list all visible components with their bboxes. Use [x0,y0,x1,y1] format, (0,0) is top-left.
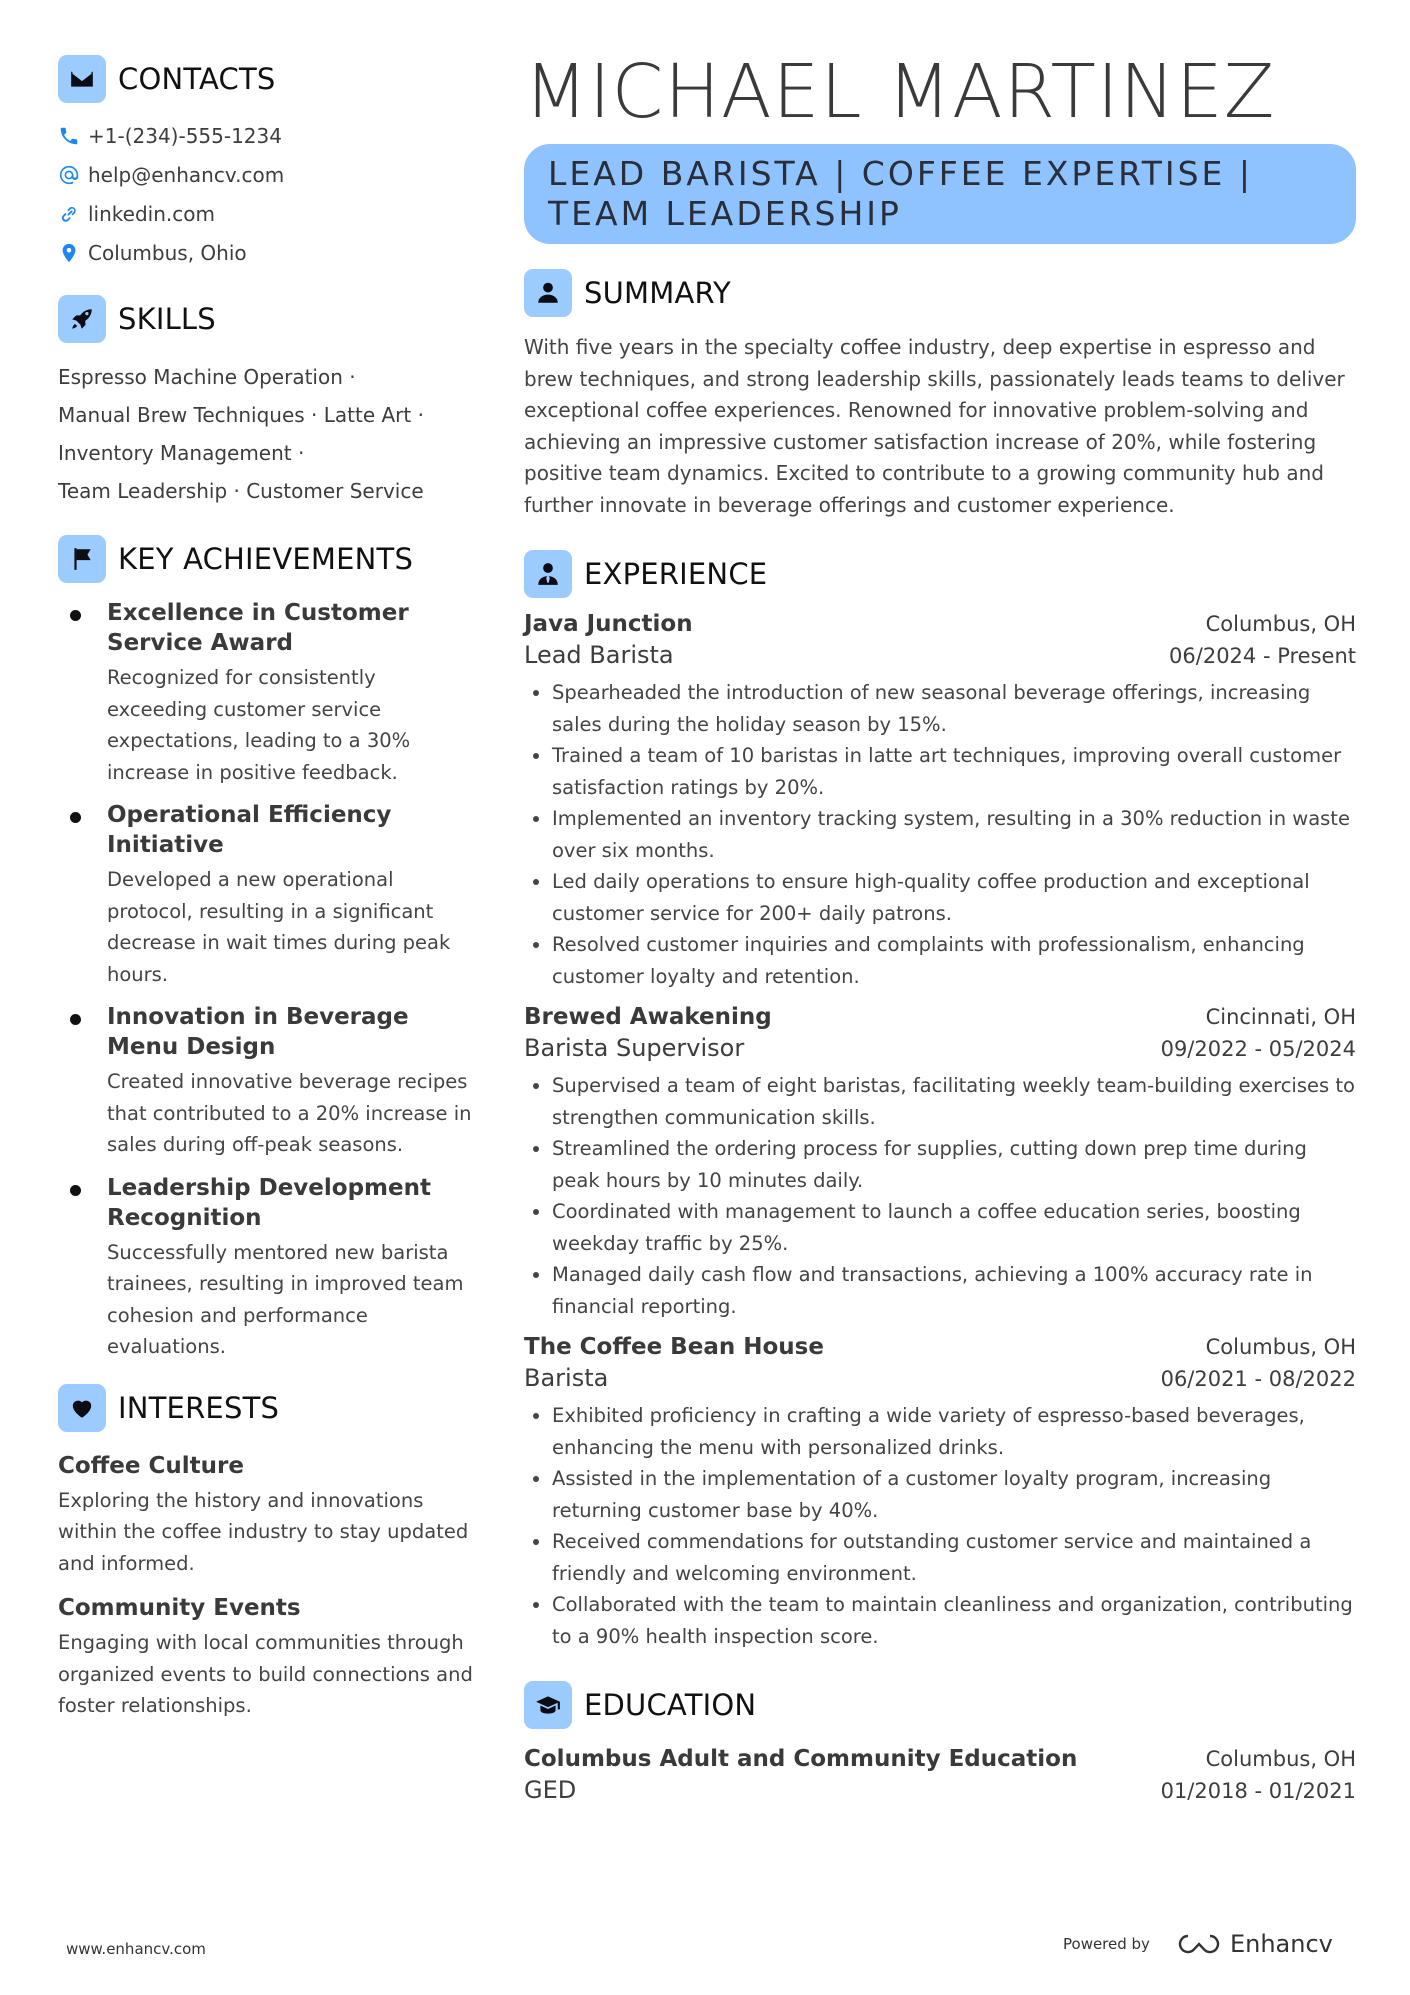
job-bullet: Coordinated with management to launch a coffee education series, boosting weekday traffic by 25%. [524,1196,1356,1259]
job-bullet: Assisted in the implementation of a customer loyalty program, increasing returning customer base by 40%. [524,1463,1356,1526]
link-icon [58,203,80,225]
phone-icon [58,125,80,147]
businessman-icon [524,550,572,598]
skills-line: Team Leadership · Customer Service [58,479,424,503]
graduation-cap-icon [524,1681,572,1729]
job-bullet: Resolved customer inquiries and complaints with professionalism, enhancing customer loyalty and retention. [524,929,1356,992]
contacts-header [58,54,478,104]
achievement-title: Innovation in Beverage Menu Design [107,1004,409,1060]
job-bullet: Supervised a team of eight baristas, facilitating weekly team-building exercises to strengthen communication skills. [524,1070,1356,1133]
interest-desc: Engaging with local communities through organized events to build connections and foster relationships. [58,1631,473,1717]
job-bullet: Managed daily cash flow and transactions, achieving a 100% accuracy rate in financial reporting. [524,1259,1356,1322]
achievement-desc: Developed a new operational protocol, resulting in a significant decrease in wait times during peak hours. [107,868,451,986]
job-location: Columbus, OH [1205,1335,1356,1359]
job-dates: 09/2022 - 05/2024 [1160,1037,1356,1061]
education-location: Columbus, OH [1205,1747,1356,1771]
job-bullet: Collaborated with the team to maintain cleanliness and organization, contributing to a 90% health inspection score. [524,1589,1356,1652]
powered-by-text: Powered by [1063,1935,1150,1953]
education-dates: 01/2018 - 01/2021 [1160,1779,1356,1803]
job-bullet: Spearheaded the introduction of new seasonal beverage offerings, increasing sales during the holiday season by 15%. [524,677,1356,740]
job-location: Columbus, OH [1205,612,1356,636]
achievement-item [58,1002,478,1161]
job-role: Barista [524,1364,609,1392]
bullet-dot [70,610,81,621]
heart-icon [58,1384,106,1432]
experience-title: EXPERIENCE [584,557,768,591]
interest-desc: Exploring the history and innovations within the coffee industry to stay updated and informed. [58,1488,469,1575]
contact-linkedin[interactable] [58,194,478,233]
achievement-title: Excellence in Customer Service Award [107,600,409,656]
job-dates: 06/2024 - Present [1169,644,1356,668]
person-icon [524,269,572,317]
candidate-name: MICHAEL MARTINEZ [524,49,1276,135]
footer-branding [1063,1930,1333,1958]
email-text: help@enhancv.com [88,162,285,187]
location-text: Columbus, Ohio [88,240,247,265]
skills-title: SKILLS [118,302,216,336]
job-bullet: Received commendations for outstanding customer service and maintained a friendly and welcoming environment. [524,1526,1356,1589]
achievement-desc: Recognized for consistently exceeding customer service expectations, leading to a 30% increase in positive feedback. [107,666,411,784]
bullet-dot [70,1014,81,1025]
contacts-list [58,116,478,272]
skills-header [58,294,478,344]
job-bullet: Streamlined the ordering process for supplies, cutting down prep time during peak hours by 10 minutes daily. [524,1133,1356,1196]
job-role: Lead Barista [524,641,674,669]
achievements-header [58,534,478,584]
skills-line: Manual Brew Techniques · Latte Art · [58,403,424,427]
skills-line: Espresso Machine Operation · [58,365,356,389]
achievement-desc: Successfully mentored new barista trainees, resulting in improved team cohesion and performance evaluations. [107,1240,464,1358]
achievement-item [58,800,478,990]
achievements-list [58,598,478,1363]
achievement-item [58,1173,478,1363]
envelope-icon [58,55,106,103]
bullet-dot [70,1185,81,1196]
job-dates: 06/2021 - 08/2022 [1160,1367,1356,1391]
left-column [58,54,478,1736]
job-bullet: Implemented an inventory tracking system, resulting in a 30% reduction in waste over six months. [524,803,1356,866]
job-company: Java Junction [524,611,693,637]
achievement-desc: Created innovative beverage recipes that contributed to a 20% increase in sales during off-peak seasons. [107,1070,472,1156]
contact-phone[interactable] [58,116,478,155]
job-company: Brewed Awakening [524,1004,772,1030]
summary-text: With five years in the specialty coffee industry, deep expertise in espresso and brew techniques, and strong leadership skills, passionately leads teams to deliver exceptional coffee experiences. Renowned for innovative problem-solving and achieving an impressive customer satisfaction increase of 20%, while fostering positive team dynamics. Excited to contribute to a growing community hub and further innovate in beverage offerings and customer experience. [524,335,1345,517]
education-entry [524,1746,1356,1804]
interests-title: INTERESTS [118,1390,280,1425]
job-location: Cincinnati, OH [1205,1005,1356,1029]
skills-list [58,358,478,510]
job-bullets [524,1070,1356,1322]
footer-website[interactable]: www.enhancv.com [66,1940,206,1958]
phone-text: +1-(234)-555-1234 [88,123,282,148]
achievement-title: Leadership Development Recognition [107,1174,431,1231]
right-column [524,48,1356,1804]
achievement-item [58,598,478,788]
bullet-dot [70,812,81,823]
interest-title: Community Events [58,1595,301,1621]
education-degree: GED [524,1776,577,1804]
contact-email[interactable] [58,155,478,194]
education-title: EDUCATION [584,1688,757,1722]
title-banner [524,144,1356,244]
achievement-title: Operational Efficiency Initiative [107,802,392,858]
interests-list [58,1451,478,1722]
contact-location [58,233,478,272]
enhancv-logo-icon [1176,1931,1222,1957]
education-header [524,1680,1356,1730]
flag-icon [58,535,106,583]
interests-header [58,1383,478,1433]
job-entry [524,1334,1356,1652]
title-line: TEAM LEADERSHIP [548,194,902,233]
title-line: LEAD BARISTA | COFFEE EXPERTISE | [548,154,1254,193]
linkedin-text: linkedin.com [88,201,215,226]
brand-logo[interactable] [1176,1930,1333,1958]
job-entry [524,1004,1356,1322]
rocket-icon [58,295,106,343]
job-bullets [524,1400,1356,1652]
location-pin-icon [58,242,80,264]
job-bullet: Trained a team of 10 baristas in latte art techniques, improving overall customer satisfaction ratings by 20%. [524,740,1356,803]
job-entry [524,611,1356,992]
job-bullets [524,677,1356,992]
at-sign-icon [58,164,80,186]
job-company: The Coffee Bean House [524,1334,824,1360]
job-bullet: Exhibited proficiency in crafting a wide variety of espresso-based beverages, enhancing the menu with personalized drinks. [524,1400,1356,1463]
brand-name: Enhancv [1229,1930,1333,1958]
summary-title: SUMMARY [584,276,731,310]
job-bullet: Led daily operations to ensure high-quality coffee production and exceptional customer service for 200+ daily patrons. [524,866,1356,929]
summary-header [524,268,1356,318]
skills-line: Inventory Management · [58,441,305,465]
experience-header [524,549,1356,599]
job-role: Barista Supervisor [524,1034,745,1062]
interest-title: Coffee Culture [58,1452,244,1479]
contacts-title: CONTACTS [118,62,276,96]
achievements-title: KEY ACHIEVEMENTS [118,542,414,576]
education-school: Columbus Adult and Community Education [524,1746,1078,1772]
